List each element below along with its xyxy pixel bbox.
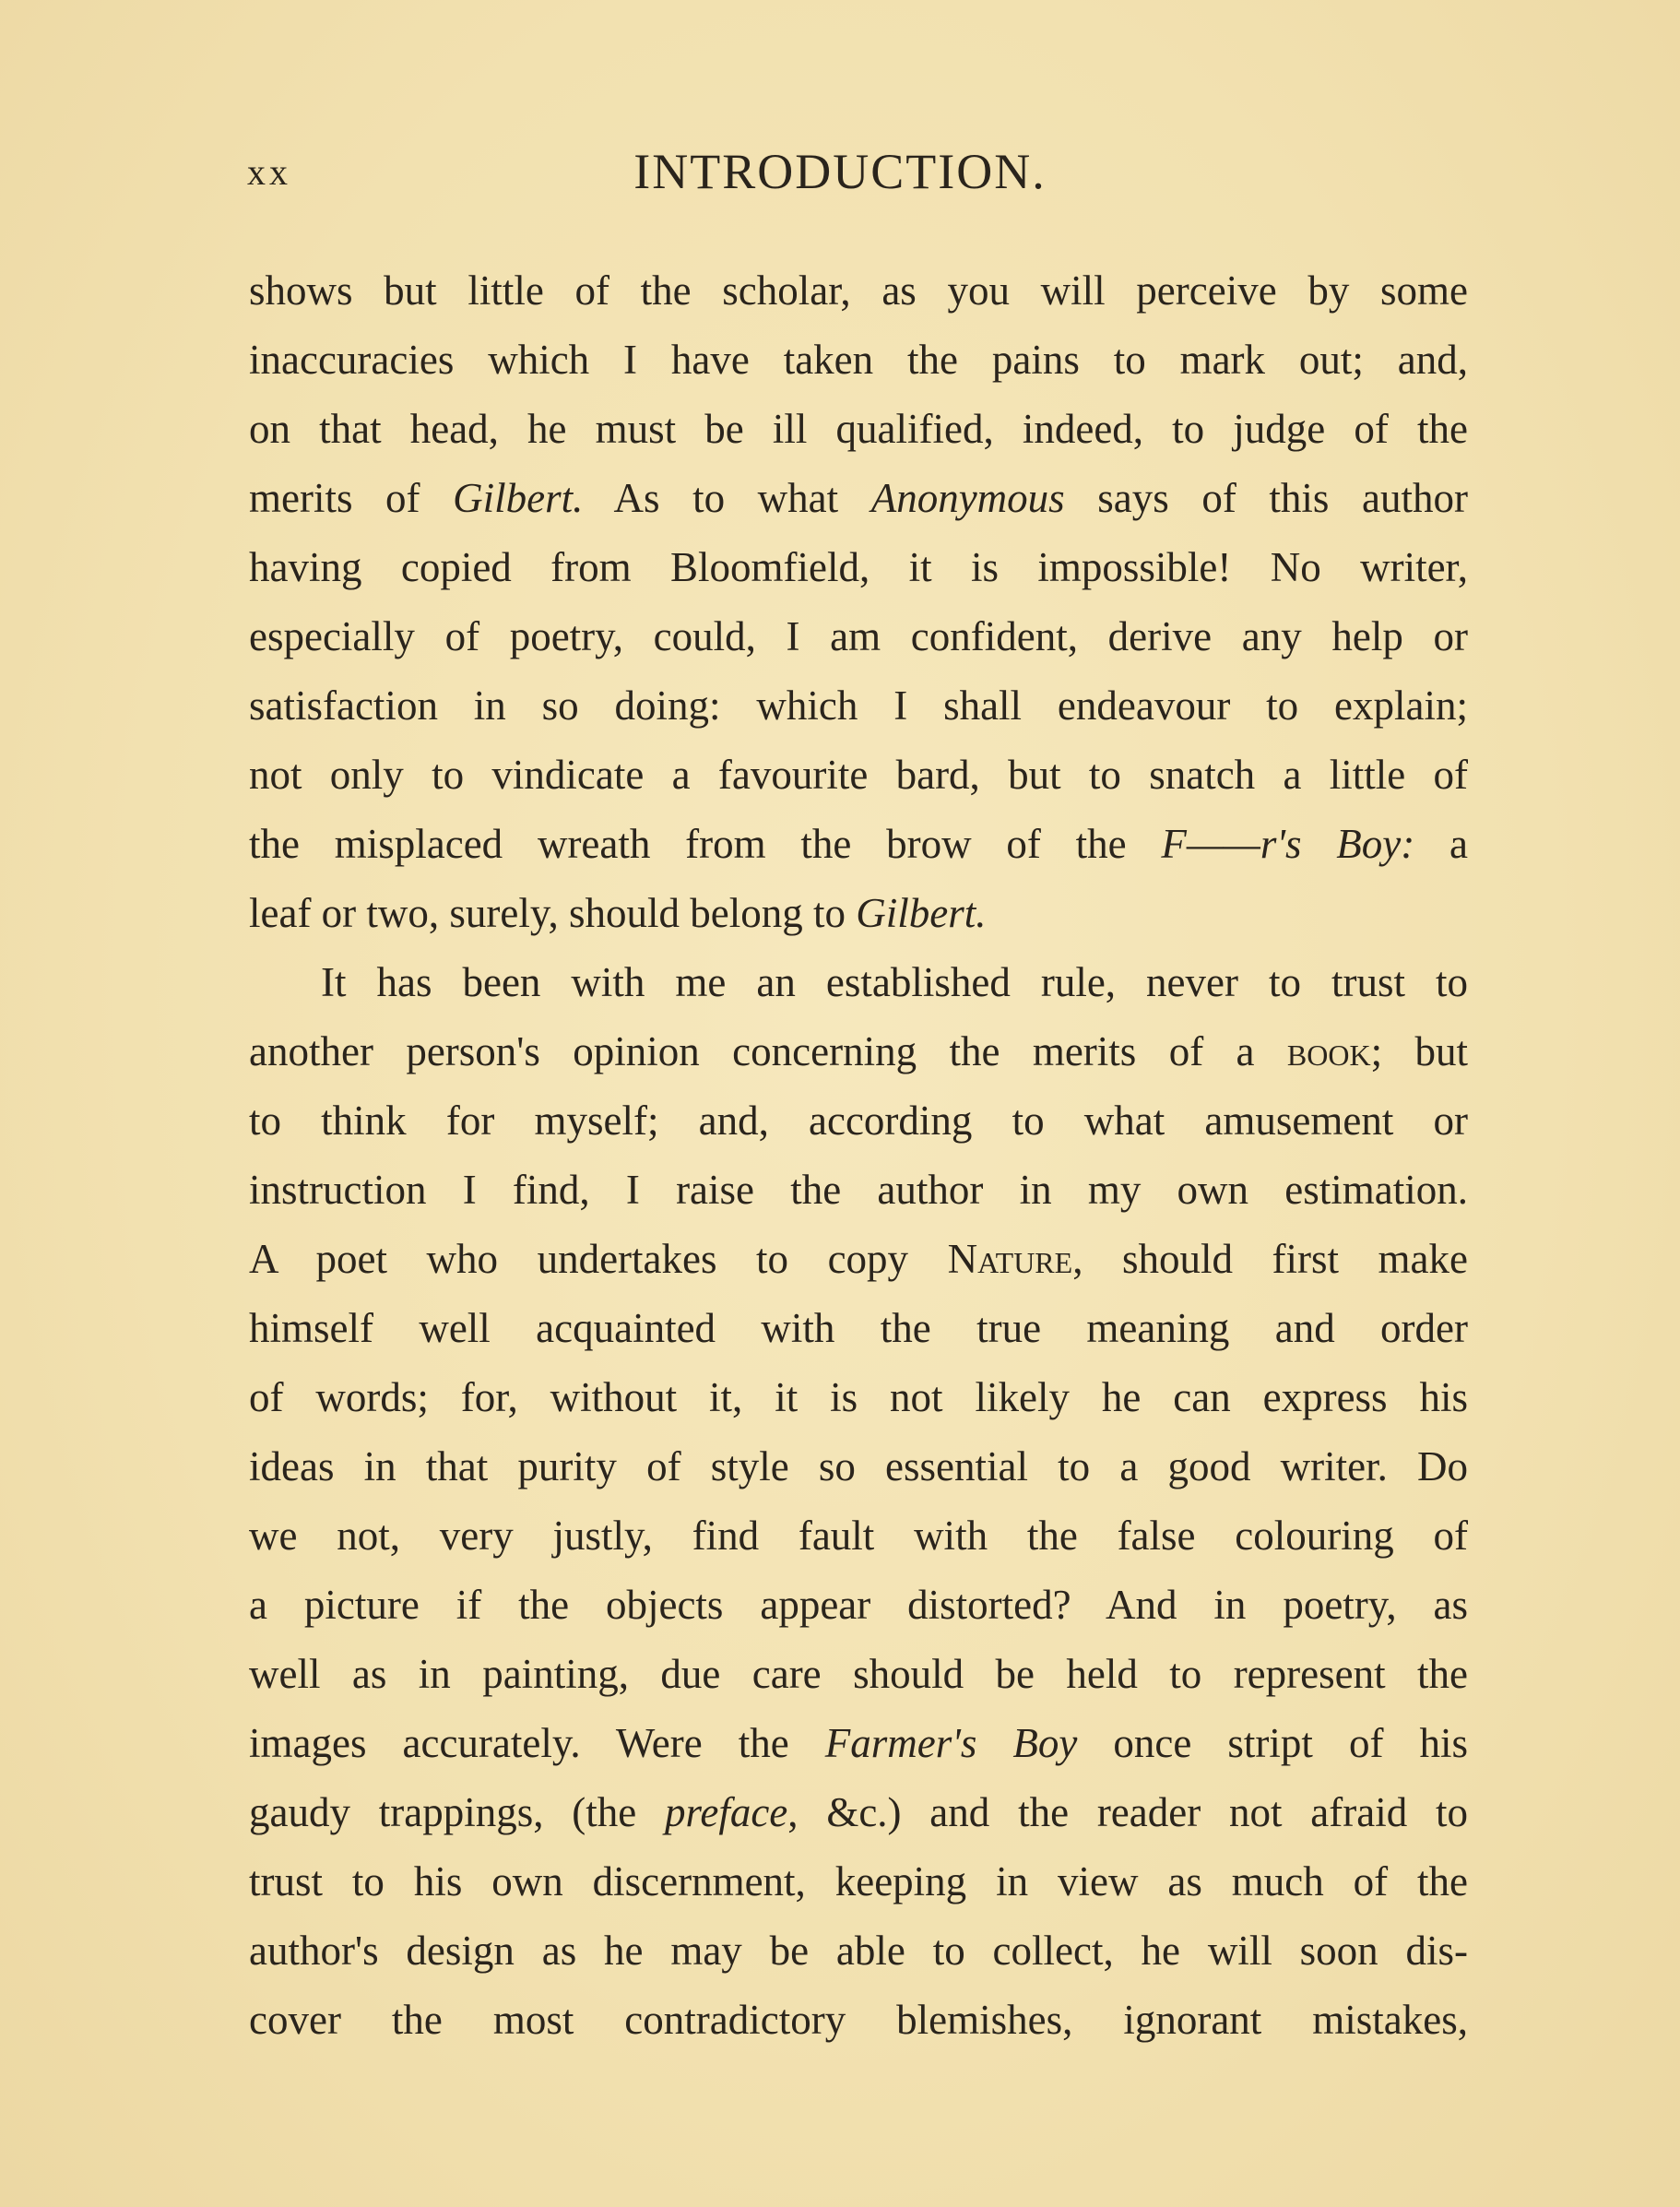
text-line: author's design as he may be able to collect, he will soon dis- [249,1928,1468,1974]
running-head [0,143,1680,198]
text-run: ; but [1370,1028,1468,1074]
italic-word: preface [665,1789,788,1835]
text-line: ideas in that purity of style so essential to a good writer. Do [249,1443,1468,1489]
text-line: well as in painting, due care should be held to represent the [249,1651,1468,1697]
text-run: A poet who undertakes to copy [249,1236,948,1282]
text-run: leaf or two, surely, should belong to [249,890,857,936]
text-line: It has been with me an established rule, never to trust to [321,959,1468,1005]
text-line [249,1017,1468,1086]
text-line: shows but little of the scholar, as you will perceive by some [249,267,1468,314]
text-run: the misplaced wreath from the brow of the [249,821,1162,867]
text-line: not only to vindicate a favourite bard, but to snatch a little of [249,752,1468,798]
text-run: images accurately. Were the [249,1720,825,1766]
italic-name: Gilbert. [453,475,584,521]
text-run: gaudy trappings, (the [249,1789,666,1835]
text-line: instruction I find, I raise the author in my own estimation. [249,1167,1468,1213]
text-line: especially of poetry, could, I am confident, derive any help or [249,613,1468,659]
page-number: xx [247,151,291,193]
text-run: another person's opinion concerning the merits of a [249,1028,1287,1074]
text-line [249,1709,1468,1778]
text-run: says of this author [1064,475,1468,521]
text-run: , &c.) and the reader not afraid to [787,1789,1468,1835]
text-line: cover the most contradictory blemishes, ignorant mistakes, [249,1997,1468,2043]
running-title: INTRODUCTION. [633,144,1047,199]
italic-title: Farmer's Boy [824,1720,1078,1766]
text-run: , should first make [1072,1236,1469,1282]
text-line [249,879,1468,948]
text-run: As to what [583,475,871,521]
text-run: merits of [249,475,454,521]
text-line [249,810,1468,879]
text-line: on that head, he must be ill qualified, indeed, to judge of the [249,406,1468,452]
text-line: we not, very justly, find fault with the false colouring of [249,1513,1468,1559]
text-run: once stript of his [1077,1720,1468,1766]
text-line: of words; for, without it, it is not likely he can express his [249,1374,1468,1420]
text-line: himself well acquainted with the true meaning and order [249,1305,1468,1351]
text-line [249,464,1468,533]
text-run: a [1414,821,1468,867]
small-caps-word: book [1286,1028,1371,1074]
text-line: inaccuracies which I have taken the pains to mark out; and, [249,337,1468,383]
text-line [249,1225,1468,1294]
text-line: trust to his own discernment, keeping in view as much of the [249,1858,1468,1904]
text-line: satisfaction in so doing: which I shall endeavour to explain; [249,682,1468,729]
italic-name: Gilbert. [856,890,987,936]
italic-title: F——r's Boy: [1161,821,1415,867]
body-text [249,256,1468,2055]
text-line [249,1778,1468,1847]
small-caps-word: Nature [947,1236,1073,1282]
text-line: a picture if the objects appear distorted? And in poetry, as [249,1582,1468,1628]
text-line: having copied from Bloomfield, it is impossible! No writer, [249,544,1468,590]
italic-name: Anonymous [870,475,1065,521]
text-line: to think for myself; and, according to what amusement or [249,1098,1468,1144]
